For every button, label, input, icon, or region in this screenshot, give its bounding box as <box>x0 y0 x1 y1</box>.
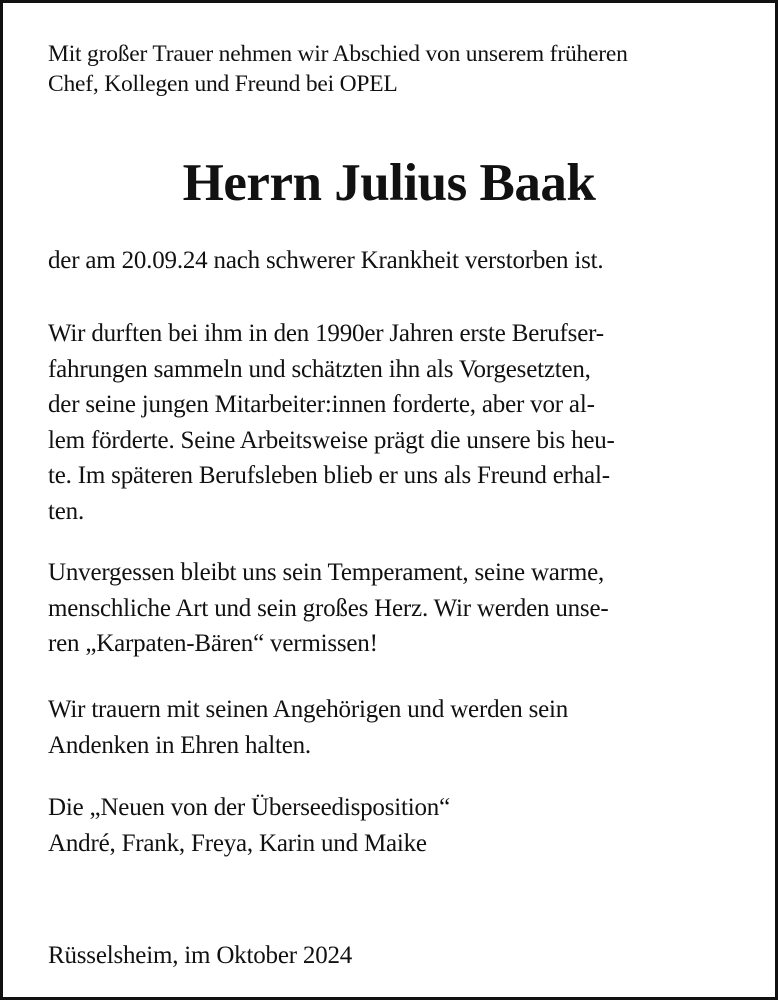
paragraph-line: Andenken in Ehren halten. <box>48 731 311 759</box>
intro-line: Chef, Kollegen und Freund bei OPEL <box>48 71 398 97</box>
signature-group: Die „Neuen von der Überseedisposition“ <box>48 794 450 821</box>
career-paragraph <box>48 316 615 529</box>
intro-line: Mit großer Trauer nehmen wir Abschied von unserem früheren <box>48 41 628 67</box>
mourning-paragraph <box>48 692 568 763</box>
intro-text <box>48 39 628 99</box>
paragraph-line: Unvergessen bleibt uns sein Temperament, seine warme, <box>48 559 605 586</box>
death-date-text: der am 20.09.24 nach schwerer Krankheit verstorben ist. <box>48 247 604 274</box>
paragraph-line: ren „Karpaten-Bären“ vermissen! <box>48 630 378 657</box>
deceased-name: Herrn Julius Baak <box>182 154 596 212</box>
place-and-date: Rüsselsheim, im Oktober 2024 <box>48 942 353 969</box>
paragraph-line: lem förderte. Seine Arbeitsweise prägt die unsere bis heu- <box>48 426 615 454</box>
paragraph-line: te. Im späteren Berufsleben blieb er uns als Freund erhal- <box>48 462 610 489</box>
paragraph-line: Wir trauern mit seinen Angehörigen und werden sein <box>48 696 569 723</box>
paragraph-line: fahrungen sammeln und schätzten ihn als Vorgesetzten, <box>48 355 591 383</box>
paragraph-line: Wir durften bei ihm in den 1990er Jahren erste Berufser- <box>48 320 604 347</box>
paragraph-line: menschliche Art und sein großes Herz. Wir werden unse- <box>48 594 609 622</box>
memory-paragraph <box>48 555 608 662</box>
signature-names: André, Frank, Freya, Karin und Maike <box>48 829 427 857</box>
signature-block <box>48 790 450 861</box>
paragraph-line: der seine jungen Mitarbeiter:innen forderte, aber vor al- <box>48 391 595 418</box>
paragraph-line: ten. <box>48 497 84 525</box>
